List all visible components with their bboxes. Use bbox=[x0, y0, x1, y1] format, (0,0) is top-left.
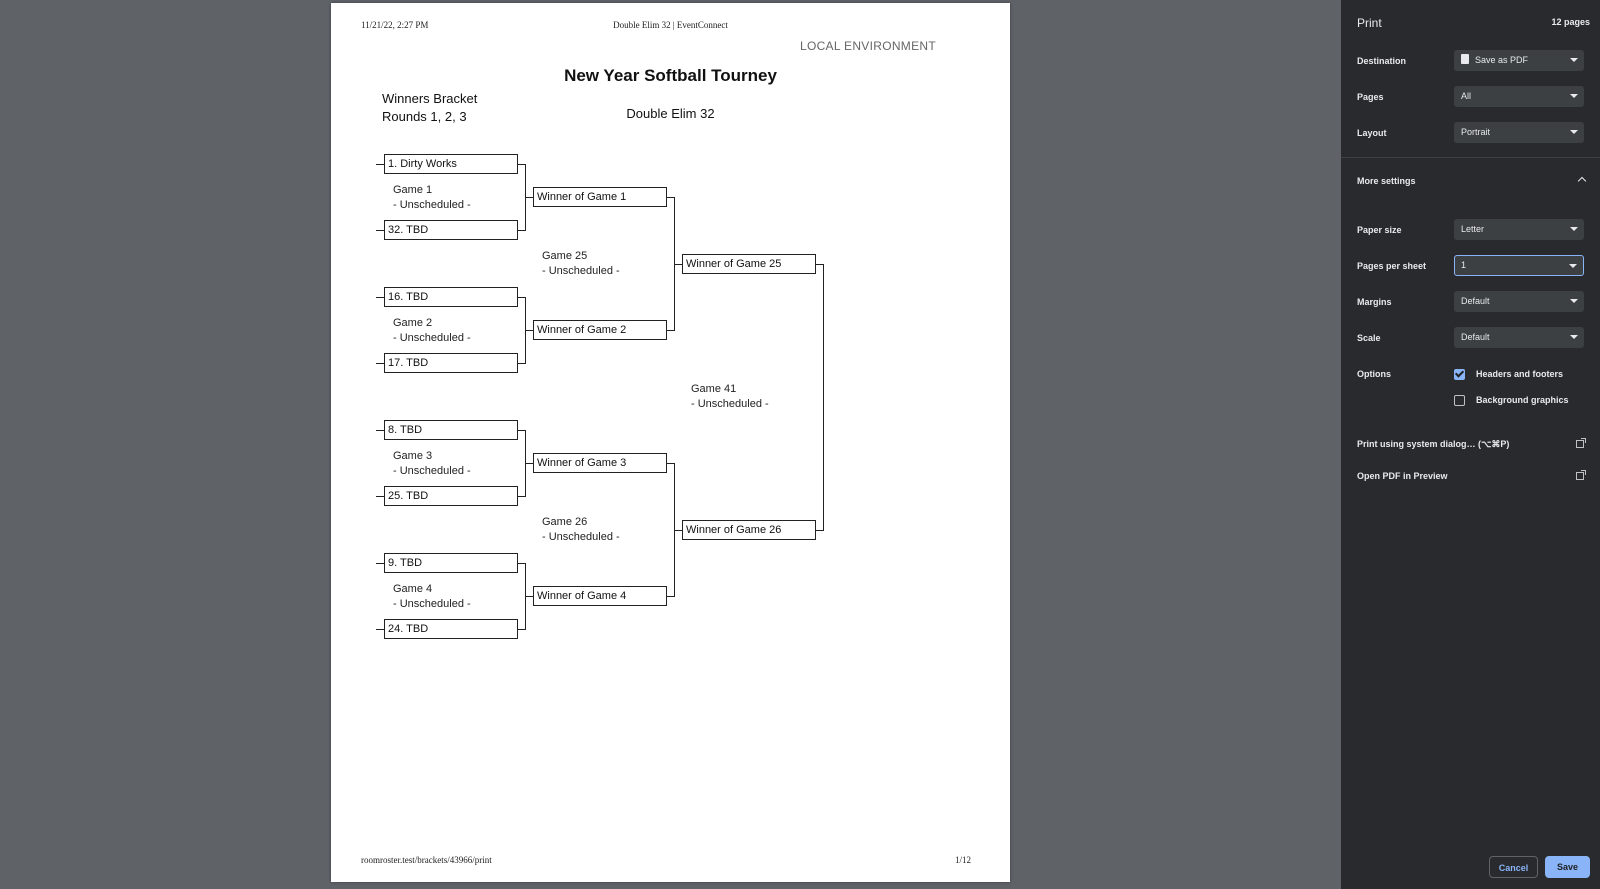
bracket-slot: Winner of Game 26 bbox=[682, 520, 816, 540]
pages-per-sheet-select[interactable]: 1 bbox=[1454, 255, 1584, 276]
bracket-line bbox=[525, 197, 533, 198]
bracket-line bbox=[518, 363, 525, 364]
paper-size-label: Paper size bbox=[1357, 225, 1402, 235]
bracket-slot: 1. Dirty Works bbox=[384, 154, 518, 174]
bracket-line bbox=[674, 264, 682, 265]
bracket-line bbox=[518, 164, 525, 165]
bracket-line bbox=[525, 596, 533, 597]
game-label: Game 25 - Unscheduled - bbox=[542, 250, 620, 277]
system-dialog-link[interactable]: Print using system dialog… (⌥⌘P) bbox=[1357, 439, 1510, 449]
game-label: Game 26 - Unscheduled - bbox=[542, 516, 620, 543]
scale-select[interactable]: Default bbox=[1454, 327, 1584, 348]
panel-title: Print bbox=[1357, 16, 1382, 30]
bracket-line bbox=[518, 230, 525, 231]
pages-per-sheet-label: Pages per sheet bbox=[1357, 261, 1427, 271]
bracket-line bbox=[518, 297, 525, 298]
open-external-icon[interactable] bbox=[1576, 440, 1584, 448]
bracket-line bbox=[376, 563, 384, 564]
layout-label: Layout bbox=[1357, 128, 1387, 138]
document-icon bbox=[1461, 54, 1469, 64]
dropdown-arrow-icon bbox=[1570, 227, 1578, 231]
bracket-line bbox=[525, 330, 533, 331]
bracket-slot: 24. TBD bbox=[384, 619, 518, 639]
dropdown-arrow-icon bbox=[1569, 264, 1577, 268]
bracket-slot: Winner of Game 25 bbox=[682, 254, 816, 274]
bracket-line bbox=[376, 629, 384, 630]
dropdown-arrow-icon bbox=[1570, 299, 1578, 303]
bracket-line bbox=[823, 264, 824, 531]
bracket-line bbox=[667, 463, 674, 464]
bracket-line bbox=[376, 430, 384, 431]
open-pdf-link[interactable]: Open PDF in Preview bbox=[1357, 471, 1448, 481]
print-settings-panel bbox=[1341, 0, 1600, 889]
preview-page bbox=[331, 3, 1010, 882]
bracket-name: Winners Bracket bbox=[382, 91, 478, 106]
bracket-slot: Winner of Game 4 bbox=[533, 586, 667, 606]
bracket-slot: 8. TBD bbox=[384, 420, 518, 440]
bracket-slot: 16. TBD bbox=[384, 287, 518, 307]
bracket-slot: 32. TBD bbox=[384, 220, 518, 240]
destination-label: Destination bbox=[1357, 56, 1407, 66]
game-label: Game 3 - Unscheduled - bbox=[393, 450, 471, 477]
options-label: Options bbox=[1357, 369, 1391, 379]
pages-select[interactable]: All bbox=[1454, 86, 1584, 107]
bracket-line bbox=[376, 297, 384, 298]
bracket-slot: 9. TBD bbox=[384, 553, 518, 573]
page-footer-url: roomroster.test/brackets/43966/print bbox=[361, 855, 492, 865]
page-header-title: Double Elim 32 | EventConnect bbox=[613, 20, 728, 30]
bracket-slot: Winner of Game 2 bbox=[533, 320, 667, 340]
bracket-line bbox=[525, 463, 533, 464]
game-label: Game 41 - Unscheduled - bbox=[691, 383, 769, 410]
checkmark-icon bbox=[1455, 368, 1464, 377]
environment-label: LOCAL ENVIRONMENT bbox=[799, 39, 936, 53]
dropdown-arrow-icon bbox=[1570, 130, 1578, 134]
bracket-line bbox=[518, 430, 525, 431]
page-header-datetime: 11/21/22, 2:27 PM bbox=[361, 20, 429, 30]
scale-label: Scale bbox=[1357, 333, 1381, 343]
background-graphics-label[interactable]: Background graphics bbox=[1476, 395, 1569, 405]
bracket-rounds: Rounds 1, 2, 3 bbox=[382, 109, 467, 124]
bracket-line bbox=[518, 629, 525, 630]
bracket-line bbox=[667, 197, 674, 198]
page-count: 12 pages bbox=[1551, 17, 1590, 27]
bracket-line bbox=[816, 530, 823, 531]
bracket-line bbox=[518, 563, 525, 564]
more-settings-toggle[interactable]: More settings bbox=[1357, 176, 1416, 186]
game-label: Game 2 - Unscheduled - bbox=[393, 317, 471, 344]
bracket-slot: 17. TBD bbox=[384, 353, 518, 373]
bracket-line bbox=[376, 496, 384, 497]
pages-label: Pages bbox=[1357, 92, 1384, 102]
dropdown-arrow-icon bbox=[1570, 58, 1578, 62]
page-footer-number: 1/12 bbox=[954, 855, 971, 865]
bracket-line bbox=[376, 363, 384, 364]
dropdown-arrow-icon bbox=[1570, 94, 1578, 98]
tournament-title: New Year Softball Tourney bbox=[564, 66, 777, 85]
bracket-line bbox=[376, 230, 384, 231]
bracket-line bbox=[376, 164, 384, 165]
destination-select[interactable]: Save as PDF bbox=[1454, 50, 1584, 71]
bracket-slot: Winner of Game 3 bbox=[533, 453, 667, 473]
headers-footers-checkbox[interactable] bbox=[1454, 369, 1465, 380]
open-external-icon[interactable] bbox=[1576, 472, 1584, 480]
bracket-slot: 25. TBD bbox=[384, 486, 518, 506]
bracket-format: Double Elim 32 bbox=[626, 106, 715, 121]
game-label: Game 4 - Unscheduled - bbox=[393, 583, 471, 610]
bracket-slot: Winner of Game 1 bbox=[533, 187, 667, 207]
margins-select[interactable]: Default bbox=[1454, 291, 1584, 312]
chevron-up-icon[interactable] bbox=[1578, 177, 1586, 185]
background-graphics-checkbox[interactable] bbox=[1454, 395, 1465, 406]
cancel-button[interactable]: Cancel bbox=[1489, 856, 1538, 878]
layout-select[interactable]: Portrait bbox=[1454, 122, 1584, 143]
margins-label: Margins bbox=[1357, 297, 1392, 307]
game-label: Game 1 - Unscheduled - bbox=[393, 184, 471, 211]
bracket-line bbox=[816, 264, 823, 265]
bracket-line bbox=[667, 330, 674, 331]
dropdown-arrow-icon bbox=[1570, 335, 1578, 339]
bracket-line bbox=[667, 596, 674, 597]
bracket-line bbox=[518, 496, 525, 497]
headers-footers-label[interactable]: Headers and footers bbox=[1476, 369, 1564, 379]
divider bbox=[1341, 157, 1600, 158]
save-button[interactable]: Save bbox=[1545, 856, 1590, 878]
paper-size-select[interactable]: Letter bbox=[1454, 219, 1584, 240]
bracket-line bbox=[674, 530, 682, 531]
